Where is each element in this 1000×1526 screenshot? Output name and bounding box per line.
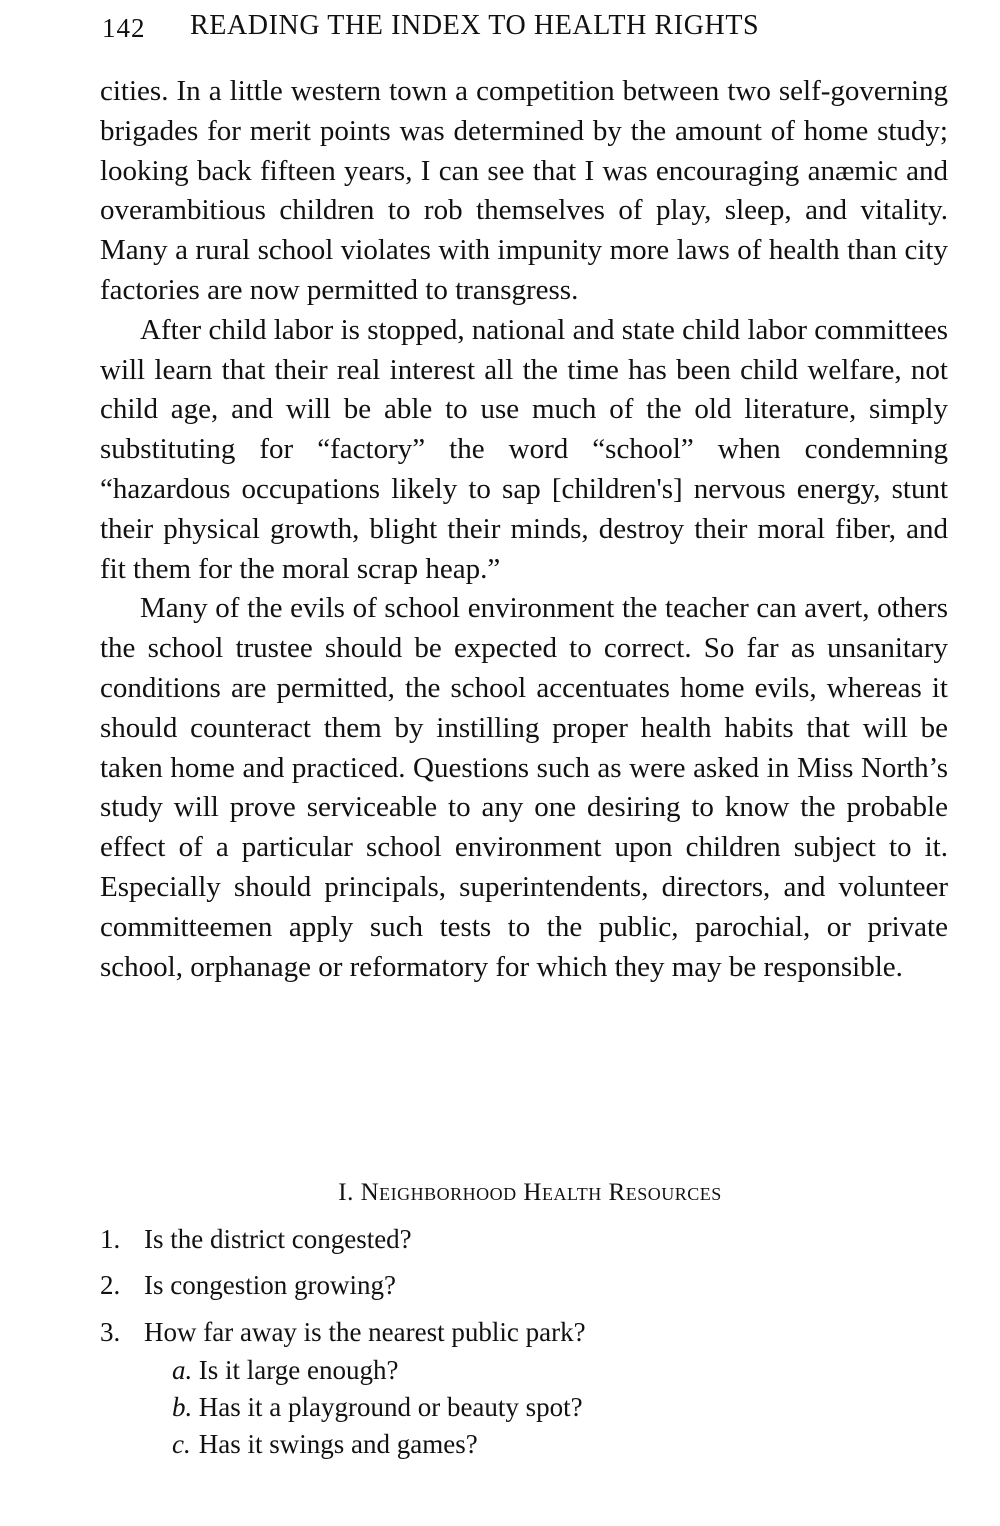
paragraph: After child labor is stopped, national and state child labor committees will learn that their real interest all the time has been child welfare, not child age, and will be able to use much of the old literature, simply substituting for “factory” the word “school” when condemning “hazardous occupations likely to sap [children's] nervous energy, stunt their physical growth, blight their minds, destroy their moral fiber, and fit them for the moral scrap heap.” [100, 313, 948, 585]
sub-question-letter: a. [172, 1355, 193, 1385]
question-number: 1. [100, 1224, 121, 1254]
question-text: Is the district congested? [144, 1224, 412, 1254]
paragraph: cities. In a little western town a competition between two self-governing brigades for merit points was determined by the amount of home study; looking back fifteen years, I can see that I was encouraging anæmic and overambitious children to rob themselves of play, sleep, and vitality. Many a rural school violates with impunity more laws of health than city factories are now permitted to transgress. [100, 75, 948, 306]
question-item [100, 1220, 412, 1258]
running-head [100, 6, 948, 46]
paragraph: Many of the evils of school environment the teacher can avert, others the school trustee should be expected to correct. So far as unsanitary conditions are permitted, the school accentuates home evils, whereas it should counteract them by instilling proper health habits that will be taken home and practiced. Questions such as were asked in Miss North’s study will prove serviceable to any one desiring to know the probable effect of a particular school environment upon children subject to it. Especially should principals, superintendents, directors, and volunteer committeemen apply such tests to the public, parochial, or private school, orphanage or reformatory for which they may be responsible. [100, 592, 948, 983]
question-text: Is congestion growing? [144, 1270, 396, 1300]
sub-question-letter: c. [172, 1429, 191, 1459]
sub-question-text: Has it swings and games? [198, 1429, 478, 1459]
sub-question-letter: b. [172, 1392, 193, 1422]
question-number: 2. [100, 1270, 121, 1300]
sub-question-item [172, 1425, 478, 1463]
body-text [100, 72, 948, 987]
sub-question-item [172, 1351, 398, 1389]
question-text: How far away is the nearest public park? [144, 1317, 586, 1347]
section-numeral: I. [338, 1179, 354, 1206]
question-item [100, 1266, 396, 1304]
question-item [100, 1313, 586, 1351]
section-heading [100, 1173, 948, 1213]
page-number: 142 [102, 13, 146, 43]
sub-question-text: Has it a playground or beauty spot? [198, 1392, 583, 1422]
question-number: 3. [100, 1317, 121, 1347]
running-title: READING THE INDEX TO HEALTH RIGHTS [190, 10, 760, 41]
sub-question-item [172, 1388, 583, 1426]
section-title: Neighborhood Health Resources [360, 1179, 722, 1206]
sub-question-text: Is it large enough? [198, 1355, 399, 1385]
